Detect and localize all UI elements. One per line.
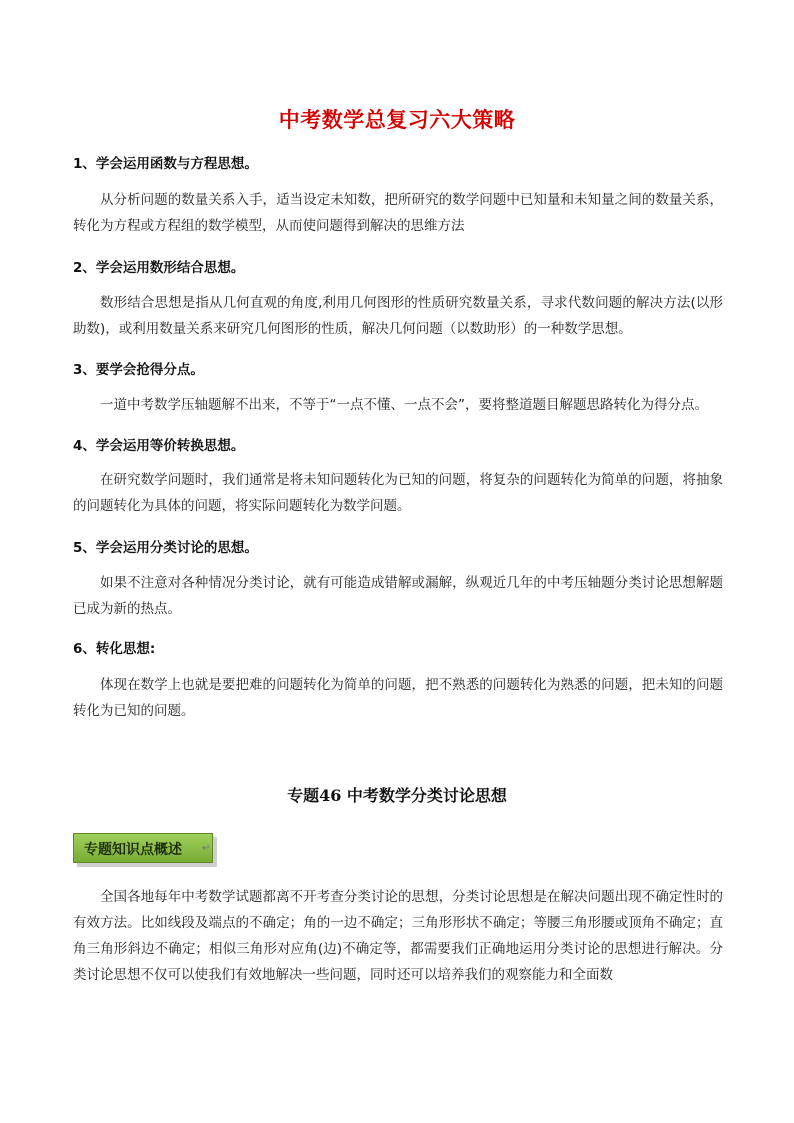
section-body-5: 如果不注意对各种情况分类讨论，就有可能造成错解或漏解，纵观近几年的中考压轴题分类讨论思想解题已成为新的热点。 [73, 575, 723, 617]
section-heading-5: 5、学会运用分类讨论的思想。 [73, 540, 258, 556]
section-body-6: 体现在数学上也就是要把难的问题转化为简单的问题，把不熟悉的问题转化为熟悉的问题，把未知的问题转化为已知的问题。 [73, 677, 723, 719]
section-heading-2: 2、学会运用数形结合思想。 [73, 260, 245, 276]
tag-label: 专题知识点概述 [84, 842, 182, 858]
section-body-2: 数形结合思想是指从几何直观的角度,利用几何图形的性质研究数量关系，寻求代数问题的解决方法(以形助数)，或利用数量关系来研究几何图形的性质，解决几何问题（以数助形）的一种数学思想。 [73, 295, 723, 337]
knowledge-overview-tag [73, 833, 213, 863]
section-heading-4: 4、学会运用等价转换思想。 [73, 438, 245, 454]
intro-paragraph: 全国各地每年中考数学试题都离不开考查分类讨论的思想，分类讨论思想是在解决问题出现不确定性时的有效方法。比如线段及端点的不确定；角的一边不确定；三角形形状不确定；等腰三角形腰或顶角不确定；直角三角形斜边不确定；相似三角形对应角(边)不确定等，都需要我们正确地运用分类讨论的思想进行解决。分类讨论思想不仅可以使我们有效地解决一些问题，同时还可以培养我们的观察能力和全面数 [73, 889, 723, 983]
topic-subtitle: 专题46 中考数学分类讨论思想 [287, 786, 507, 805]
section-heading-6: 6、转化思想: [73, 641, 156, 657]
section-heading-3: 3、要学会抢得分点。 [73, 362, 204, 378]
document-title: 中考数学总复习六大策略 [278, 108, 516, 132]
section-heading-1: 1、学会运用函数与方程思想。 [73, 156, 258, 172]
section-body-3: 一道中考数学压轴题解不出来，不等于“一点不懂、一点不会”，要将整道题目解题思路转化为得分点。 [100, 397, 708, 413]
paragraph-mark-icon: ↵ [202, 843, 211, 854]
section-body-4: 在研究数学问题时，我们通常是将未知问题转化为已知的问题，将复杂的问题转化为简单的问题，将抽象的问题转化为具体的问题，将实际问题转化为数学问题。 [73, 472, 723, 514]
section-body-1: 从分析问题的数量关系入手，适当设定未知数，把所研究的数学问题中已知量和未知量之间的数量关系，转化为方程或方程组的数学模型，从而使问题得到解决的思维方法 [73, 192, 723, 234]
